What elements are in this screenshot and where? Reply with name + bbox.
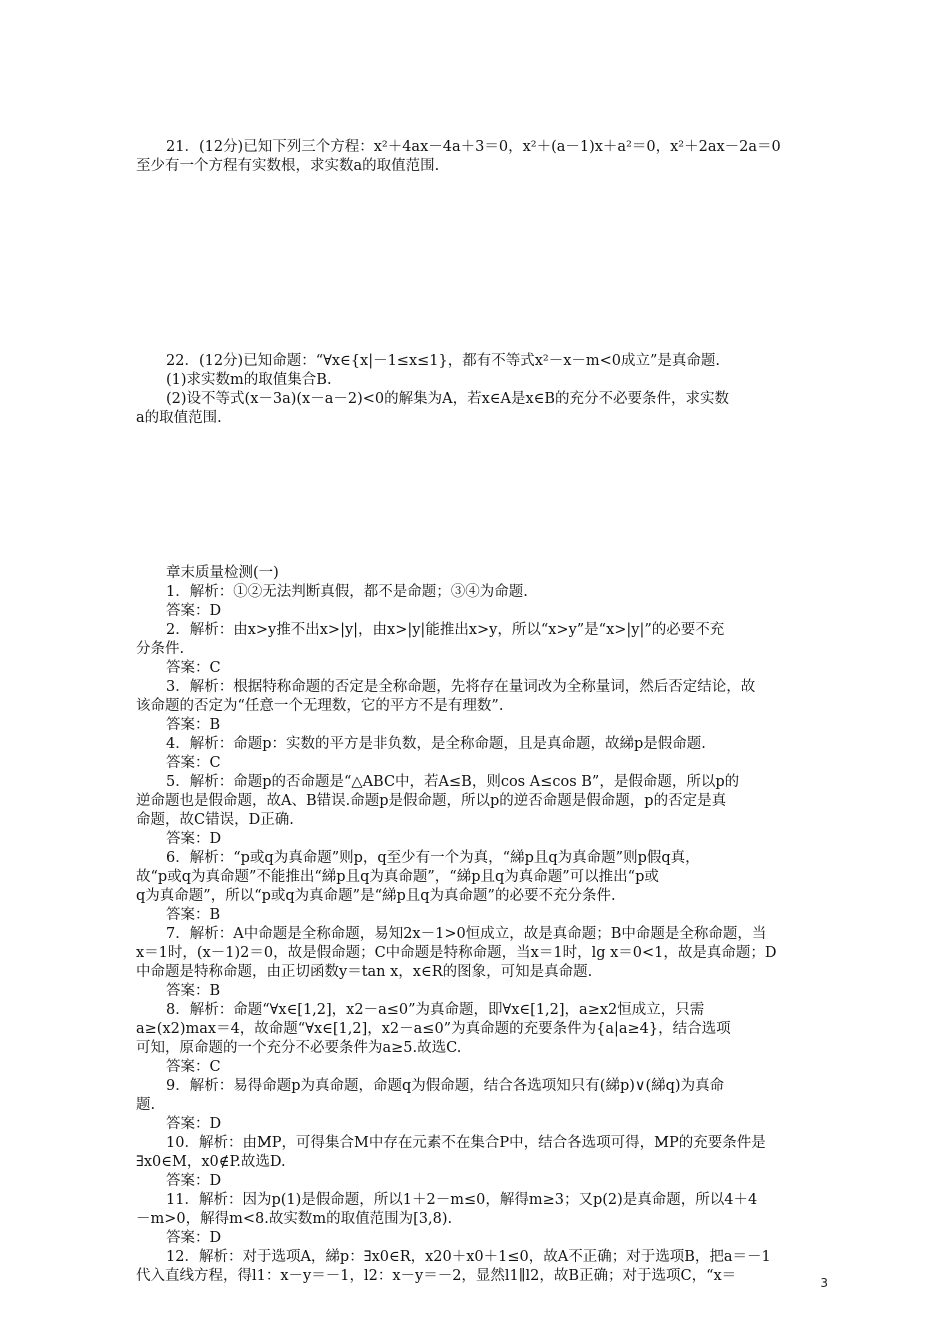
question-21-line-1: 21．(12分)已知下列三个方程：x²＋4ax－4a＋3＝0，x²＋(a－1)x＋a²＝0，x²＋2ax－2a＝0 [166,139,781,155]
answer-line: 答案：B [166,983,221,999]
answer-section [136,564,816,1286]
answer-line: 10．解析：由M̸P，可得集合M中存在元素不在集合P中，结合各选项可得，M̸P的充要条件是 [166,1135,766,1151]
answer-line: 分条件. [136,641,185,657]
answer-line: 1．解析：①②无法判断真假，都不是命题；③④为命题. [166,584,528,600]
answer-line: 可知，原命题的一个充分不必要条件为a≥5.故选C. [136,1040,462,1056]
answer-line: 答案：C [166,755,221,771]
question-21-line-2: 至少有一个方程有实数根，求实数a的取值范围. [136,158,440,174]
question-22-line-3: (2)设不等式(x－3a)(x－a－2)<0的解集为A，若x∈A是x∈B的充分不必要条件，求实数 [166,391,730,407]
answer-lines [136,583,816,1286]
answer-line: 故“p或q为真命题”不能推出“綈p且q为真命题”，“綈p且q为真命题”可以推出“p或 [136,869,659,885]
answer-space-22 [136,428,816,564]
answer-line: 答案：B [166,717,221,733]
answer-line: 题. [136,1097,156,1113]
question-22 [136,352,816,428]
answer-line: a≥(x2)max＝4，故命题“∀x∈[1,2]，x2－a≤0”为真命题的充要条件为{a|a≥4}，结合选项 [136,1021,731,1037]
answer-line: 命题，故C错误，D正确. [136,812,294,828]
answer-line: 中命题是特称命题，由正切函数y＝tan x，x∈R的图象，可知是真命题. [136,964,593,980]
question-22-line-1: 22．(12分)已知命题：“∀x∈{x|－1≤x≤1}，都有不等式x²－x－m<0成立”是真命题. [166,353,721,369]
answer-line: 3．解析：根据特称命题的否定是全称命题，先将存在量词改为全称量词，然后否定结论，故 [166,679,756,695]
question-22-line-2: (1)求实数m的取值集合B. [166,372,332,388]
answer-line: 答案：C [166,1059,221,1075]
answer-line: 答案：B [166,907,221,923]
answer-line: 答案：D [166,1173,222,1189]
answer-line: 代入直线方程，得l1：x－y＝－1，l2：x－y＝－2，显然l1∥l2，故B正确；对于选项C，“x＝ [136,1268,737,1284]
answer-line: 4．解析：命题p：实数的平方是非负数，是全称命题，且是真命题，故綈p是假命题. [166,736,706,752]
answer-line: 答案：C [166,660,221,676]
answer-line: 7．解析：A中命题是全称命题，易知2x－1>0恒成立，故是真命题；B中命题是全称命题，当 [166,926,767,942]
answer-line: 该命题的否定为“任意一个无理数，它的平方不是有理数”. [136,698,504,714]
answer-line: 答案：D [166,831,222,847]
question-22-line-4: a的取值范围. [136,410,222,426]
answer-line: x＝1时，(x－1)2＝0，故是假命题；C中命题是特称命题，当x＝1时，lg x＝0<1，故是真命题；D [136,945,777,961]
answer-line: 答案：D [166,603,222,619]
answer-line: ∃x0∈M，x0∉P.故选D. [136,1154,286,1170]
answer-line: －m>0，解得m<8.故实数m的取值范围为[3,8). [136,1211,453,1227]
answer-line: 6．解析：“p或q为真命题”则p，q至少有一个为真，“綈p且q为真命题”则p假q真， [166,850,700,866]
answer-line: 2．解析：由x>y推不出x>|y|，由x>|y|能推出x>y，所以“x>y”是“x>|y|”的必要不充 [166,622,725,638]
answer-line: 11．解析：因为p(1)是假命题，所以1＋2－m≤0，解得m≥3；又p(2)是真命题，所以4＋4 [166,1192,758,1208]
answer-line: 答案：D [166,1230,222,1246]
answer-line: 逆命题也是假命题，故A、B错误.命题p是假命题，所以p的逆否命题是假命题，p的否定是真 [136,793,727,809]
answer-line: 答案：D [166,1116,222,1132]
page-number: 3 [820,1276,828,1290]
question-21 [136,138,816,176]
answer-line: q为真命题”，所以“p或q为真命题”是“綈p且q为真命题”的必要不充分条件. [136,888,616,904]
answer-line: 9．解析：易得命题p为真命题，命题q为假命题，结合各选项知只有(綈p)∨(綈q)为真命 [166,1078,725,1094]
answer-space-21 [136,176,816,352]
answer-line: 5．解析：命题p的否命题是“△ABC中，若A≤B，则cos A≤cos B”，是假命题，所以p的 [166,774,740,790]
page-content [136,138,816,1286]
answer-section-heading: 章末质量检测(一) [166,565,279,581]
answer-line: 12．解析：对于选项A，綈p：∃x0∈R，x20＋x0＋1≤0，故A不正确；对于选项B，把a＝－1 [166,1249,771,1265]
answer-line: 8．解析：命题“∀x∈[1,2]，x2－a≤0”为真命题，即∀x∈[1,2]，a≥x2恒成立，只需 [166,1002,705,1018]
